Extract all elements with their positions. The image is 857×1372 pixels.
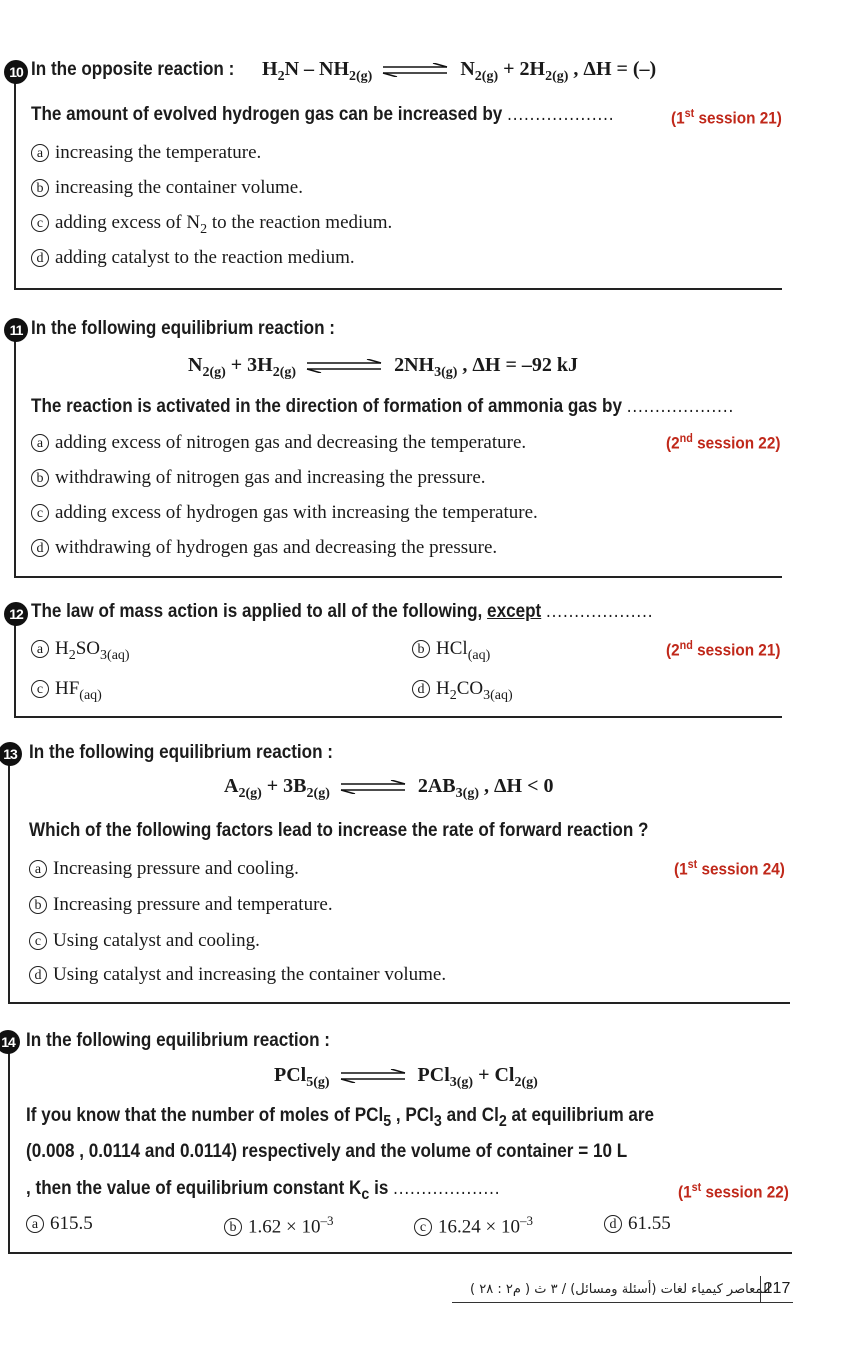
question-11-stem: In the following equilibrium reaction :	[31, 318, 336, 339]
footer-book-title: المعاصر كيمياء لغات (أسئلة ومسائل) / ٣ ث ( م٢ : ٢٨ )	[470, 1282, 771, 1297]
question-13-reaction: $A_{2(g)} + 3B_{2(g)}$ $2AB_{3(g)}$ , ΔH < 0	[224, 775, 554, 801]
option-letter: d	[604, 1215, 622, 1233]
question-14-stem: In the following equilibrium reaction :	[26, 1030, 331, 1051]
question-14-line-3: , then the value of equilibrium constant $K_c$ is ...................	[26, 1178, 501, 1203]
option-letter: d	[31, 249, 49, 267]
option-letter: c	[31, 214, 49, 232]
footer-rule	[452, 1302, 762, 1303]
equilibrium-arrow-icon	[339, 1069, 409, 1083]
question-13-session: (1st session 24)	[674, 857, 785, 879]
equilibrium-arrow-icon	[339, 780, 409, 794]
option-letter: b	[412, 640, 430, 658]
equilibrium-arrow-icon	[305, 359, 385, 373]
option-letter: d	[412, 680, 430, 698]
option-letter: c	[29, 932, 47, 950]
question-13-question: Which of the following factors lead to increase the rate of forward reaction ?	[29, 820, 649, 841]
option-letter: d	[31, 539, 49, 557]
question-number-13: 13	[0, 742, 22, 766]
question-number-11: 11	[4, 318, 28, 342]
option-letter: b	[31, 469, 49, 487]
equilibrium-arrow-icon	[381, 63, 451, 77]
option-letter: c	[31, 680, 49, 698]
question-14-option-b[interactable]: b $1.62 \times 10^{-3}$	[224, 1213, 333, 1238]
option-letter: a	[31, 144, 49, 162]
question-11-option-a[interactable]: a adding excess of nitrogen gas and decreasing the temperature.	[31, 432, 526, 454]
question-13-option-d[interactable]: d Using catalyst and increasing the container volume.	[29, 964, 446, 986]
option-letter: a	[31, 640, 49, 658]
question-11-question: The reaction is activated in the direction of formation of ammonia gas by ...................	[31, 396, 735, 417]
question-14-option-d[interactable]: d 61.55	[604, 1213, 671, 1235]
page-number: 217	[760, 1276, 793, 1303]
question-12-option-d[interactable]: d $H_2CO_{3(aq)}$	[412, 678, 513, 704]
question-14-session: (1st session 22)	[678, 1180, 789, 1202]
question-12-option-a[interactable]: a $H_2SO_{3(aq)}$	[31, 638, 130, 664]
question-number-14: 14	[0, 1030, 20, 1054]
option-letter: b	[224, 1218, 242, 1236]
question-14-line-2: (0.008 , 0.0114 and 0.0114) respectively and the volume of container = 10 L	[26, 1141, 628, 1162]
question-10-option-a[interactable]: a increasing the temperature.	[31, 142, 261, 164]
question-number-12: 12	[4, 602, 28, 626]
question-11-reaction: $N_{2(g)} + 3H_{2(g)}$ $2NH_{3(g)}$ , ΔH = –92 kJ	[188, 354, 579, 380]
question-11-option-b[interactable]: b withdrawing of nitrogen gas and increasing the pressure.	[31, 467, 486, 489]
question-13-option-b[interactable]: b Increasing pressure and temperature.	[29, 894, 333, 916]
question-10-question: The amount of evolved hydrogen gas can be increased by ...................	[31, 104, 615, 125]
question-10-option-c[interactable]: c adding excess of $N_2$ to the reaction medium.	[31, 212, 392, 238]
question-10-stem: In the opposite reaction :	[31, 59, 235, 80]
question-13-option-a[interactable]: a Increasing pressure and cooling.	[29, 858, 299, 880]
question-14-option-c[interactable]: c $16.24 \times 10^{-3}$	[414, 1213, 533, 1238]
option-letter: b	[31, 179, 49, 197]
option-letter: b	[29, 896, 47, 914]
question-13-option-c[interactable]: c Using catalyst and cooling.	[29, 930, 260, 952]
option-letter: a	[29, 860, 47, 878]
question-10-option-b[interactable]: b increasing the container volume.	[31, 177, 303, 199]
question-12-option-c[interactable]: c $HF_{(aq)}$	[31, 678, 102, 704]
question-11-session: (2nd session 22)	[666, 431, 781, 453]
question-10-option-d[interactable]: d adding catalyst to the reaction medium.	[31, 247, 355, 269]
question-14-reaction: PCl$_{5(g)}$ $PCl_{3(g)} + Cl_{2(g)}$	[274, 1064, 538, 1090]
option-letter: d	[29, 966, 47, 984]
question-number-10: 10	[4, 60, 28, 84]
question-10-reaction: $H_2N - NH_{2(g)}$ $N_{2(g)} + 2H_{2(g)}$ , ΔH = (–)	[262, 58, 657, 84]
question-12-session: (2nd session 21)	[666, 638, 781, 660]
option-letter: a	[31, 434, 49, 452]
question-10-session: (1st session 21)	[671, 106, 782, 128]
option-letter: c	[414, 1218, 432, 1236]
question-11-option-c[interactable]: c adding excess of hydrogen gas with increasing the temperature.	[31, 502, 538, 524]
question-14-line-1: If you know that the number of moles of PCl$_5$ , PCl$_3$ and $Cl_2$ at equilibrium are	[26, 1105, 655, 1130]
option-letter: c	[31, 504, 49, 522]
question-11-option-d[interactable]: d withdrawing of hydrogen gas and decreasing the pressure.	[31, 537, 497, 559]
question-14-option-a[interactable]: a 615.5	[26, 1213, 93, 1235]
question-13-stem: In the following equilibrium reaction :	[29, 742, 334, 763]
option-letter: a	[26, 1215, 44, 1233]
question-12-option-b[interactable]: b HCl$_{(aq)}$	[412, 638, 490, 664]
question-12-stem: The law of mass action is applied to all of the following, except ...................	[31, 601, 654, 622]
